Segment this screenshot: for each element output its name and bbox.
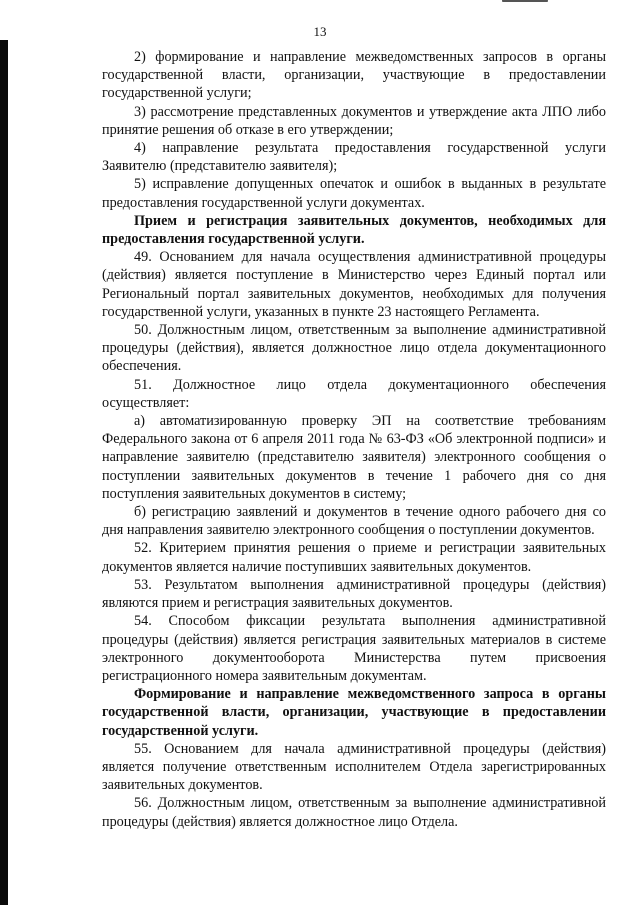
section-heading: Прием и регистрация заявительных документов, необходимых для предоставления государственной услуги. [102, 212, 606, 248]
page-number: 13 [313, 24, 327, 39]
document-body [102, 48, 606, 831]
paragraph: 56. Должностным лицом, ответственным за выполнение административной процедуры (действия) является должностное лицо Отдела. [102, 795, 606, 830]
list-item: б) регистрацию заявлений и документов в течение одного рабочего дня со дня направления заявителю электронного сообщения о поступлении документов. [102, 504, 606, 539]
scan-corner-mark [502, 0, 548, 6]
list-item: 4) направление результата предоставления государственной услуги Заявителю (представителю заявителя); [102, 140, 606, 175]
paragraph: 51. Должностное лицо отдела документационного обеспечения осуществляет: [102, 376, 606, 411]
paragraph: 54. Способом фиксации результата выполнения административной процедуры (действия) является регистрация заявительных материалов в системе электронного документооборота Министерства путем присвоения регистрационного номера заявительным документам. [102, 613, 606, 684]
paragraph: 53. Результатом выполнения административной процедуры (действия) являются прием и регистрация заявительных документов. [102, 576, 606, 612]
paragraph: 49. Основанием для начала осуществления административной процедуры (действия) является поступление в Министерство через Единый портал или Региональный портал заявительных документов, необходимых для получения государственной услуги, указанных в пункте 23 настоящего Регламента. [102, 249, 606, 320]
scan-binding-edge [0, 40, 8, 905]
paragraph: 55. Основанием для начала административной процедуры (действия) является получение ответственным исполнителем Отдела зарегистрированных заявительных документов. [102, 740, 606, 794]
list-item: 3) рассмотрение представленных документов и утверждение акта ЛПО либо принятие решения об отказе в его утверждении; [102, 103, 606, 138]
list-item: 5) исправление допущенных опечаток и ошибок в выданных в результате предоставления государственной услуги документах. [102, 176, 606, 211]
paragraph: 52. Критерием принятия решения о приеме и регистрации заявительных документов является наличие поступивших заявительных документов. [102, 540, 606, 575]
list-item: а) автоматизированную проверку ЭП на соответствие требованиям Федерального закона от 6 апреля 2011 года № 63-ФЗ «Об электронной подписи» и направление заявителю (представителю заявителя) электронного сообщения о поступлении заявительных документов в течение 1 рабочего дня со дня поступления заявительных документов в систему; [102, 413, 606, 502]
list-item: 2) формирование и направление межведомственных запросов в органы государственной власти, организации, участвующие в предоставлении государственной услуги; [102, 49, 606, 102]
paragraph: 50. Должностным лицом, ответственным за выполнение административной процедуры (действия), является должностное лицо отдела документационного обеспечения. [102, 322, 606, 375]
section-heading: Формирование и направление межведомственного запроса в органы государственной власти, организации, участвующие в предоставлении государственной услуги. [102, 686, 606, 739]
